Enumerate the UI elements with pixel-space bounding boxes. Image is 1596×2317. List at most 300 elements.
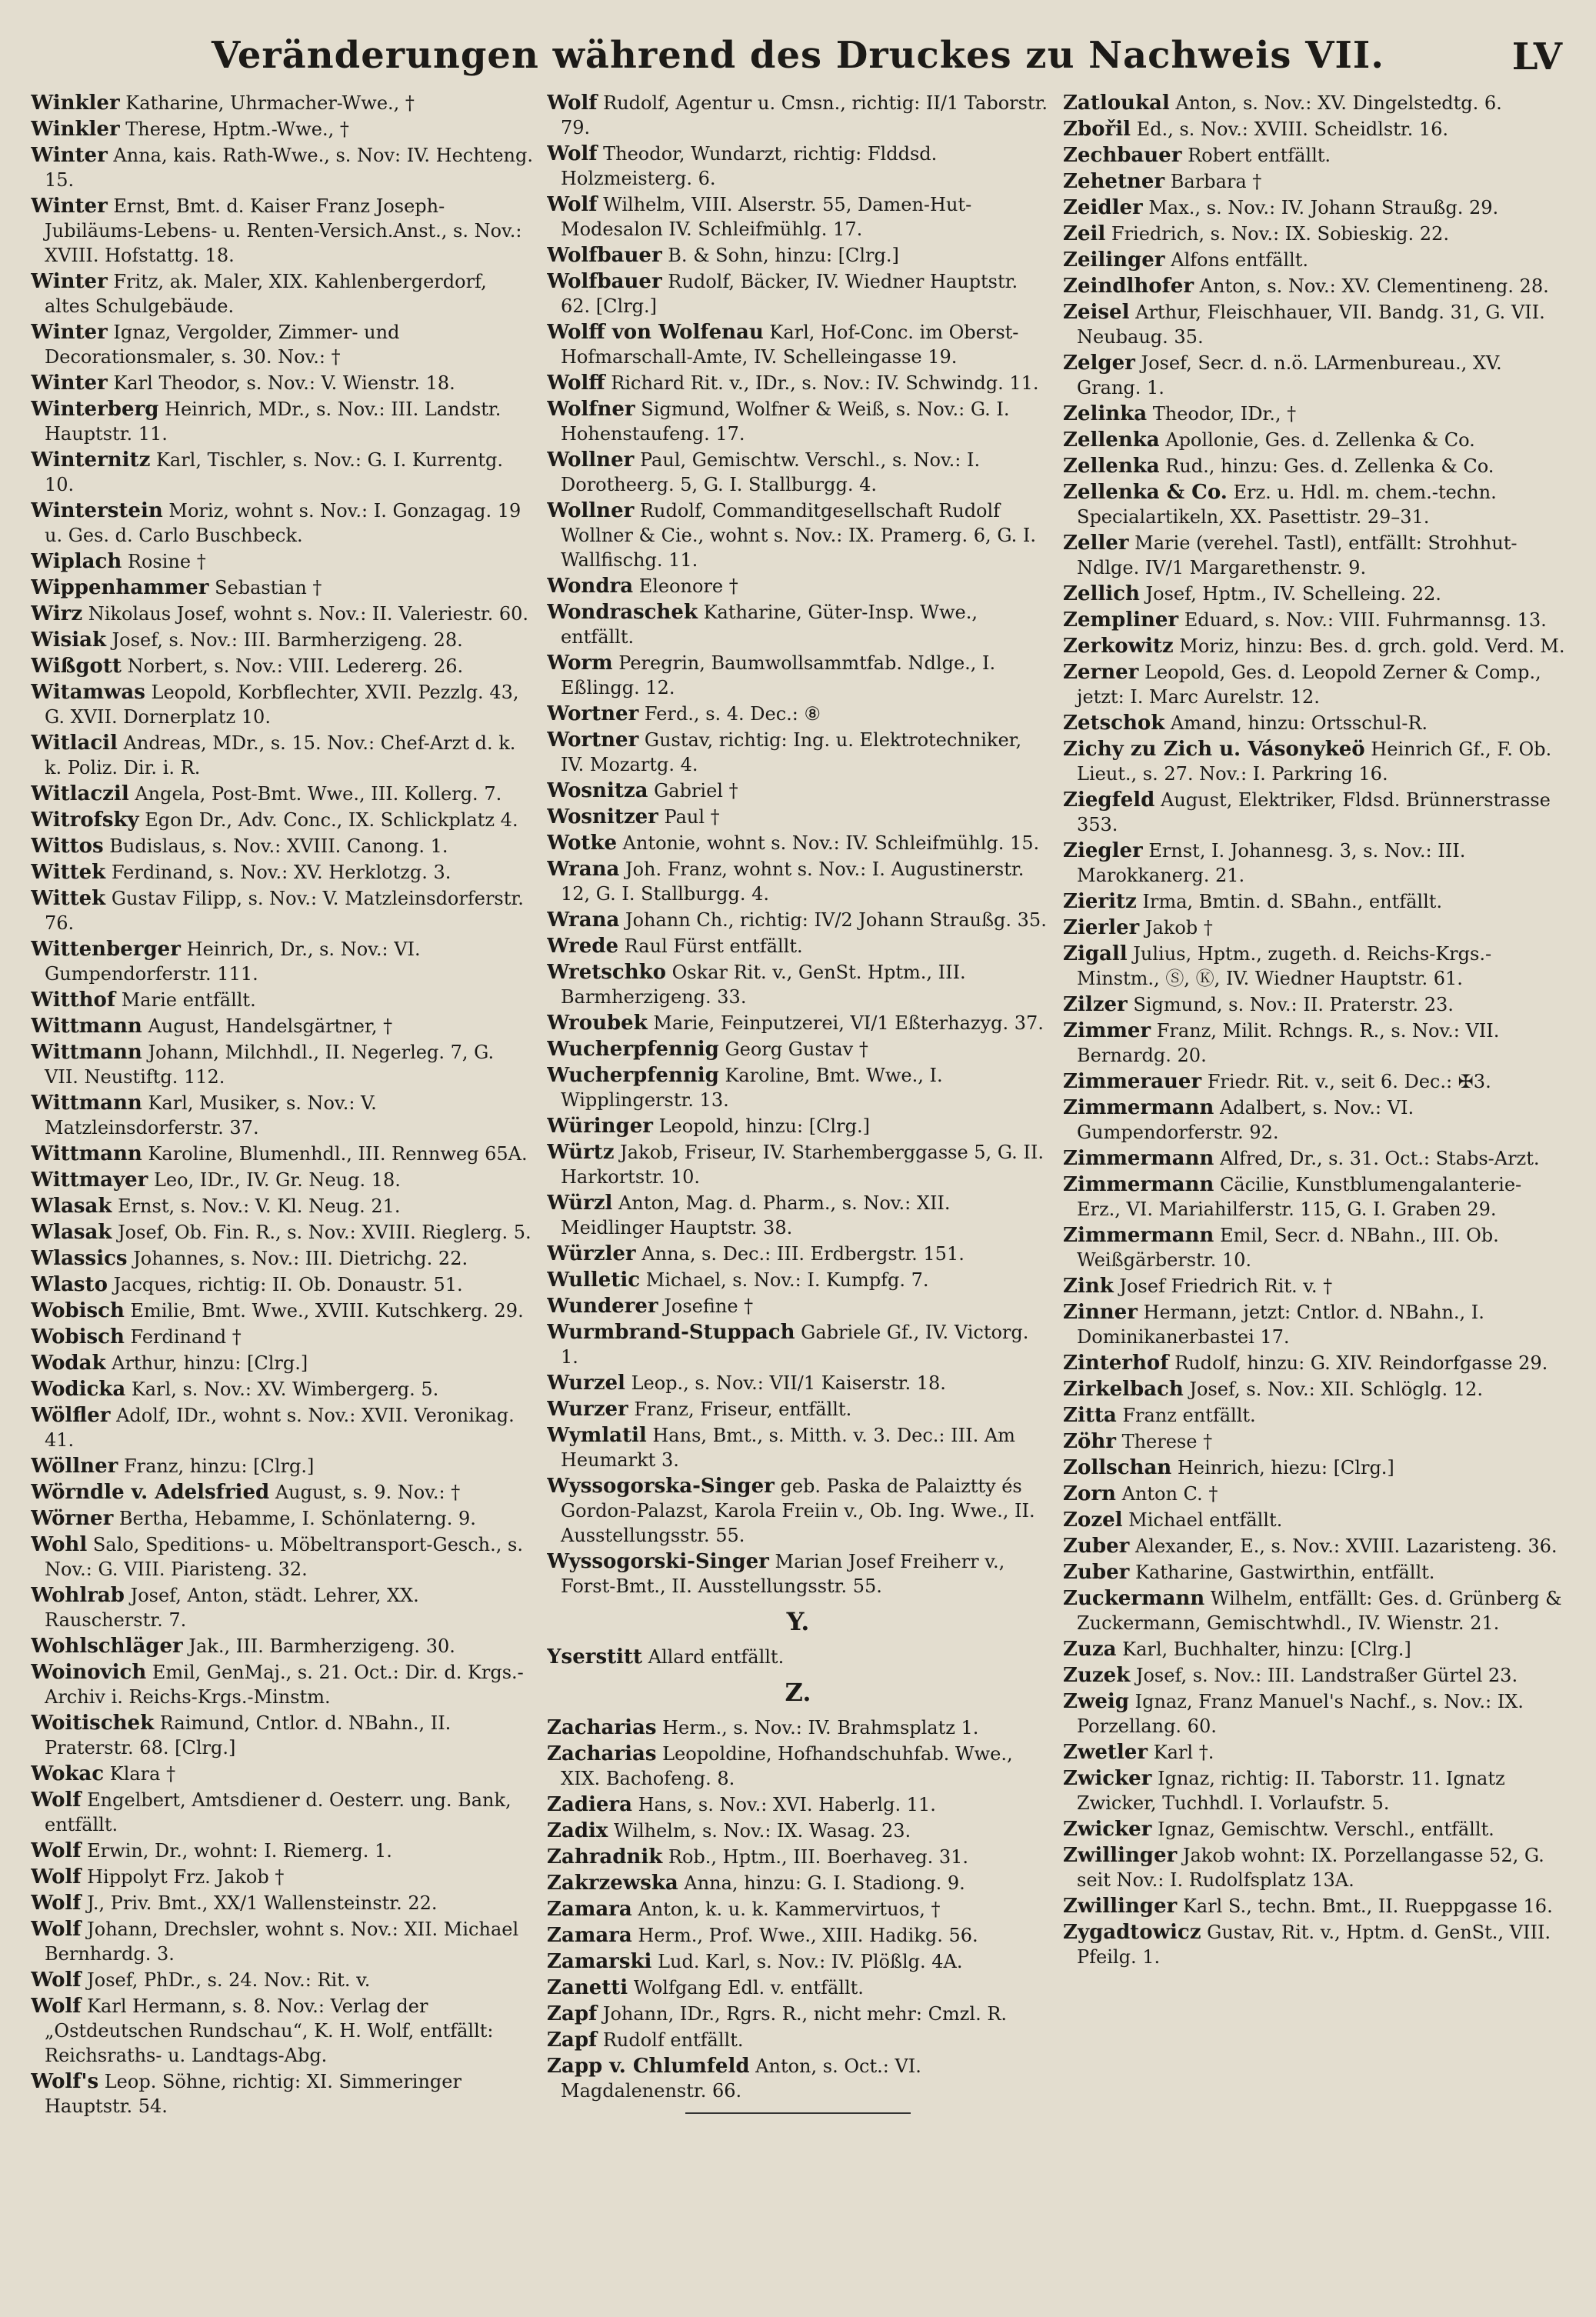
- directory-entry: [31, 371, 533, 395]
- directory-entry: [31, 602, 533, 626]
- entry-details: Theodor, Wundarzt, richtig: Flddsd. Holzmeisterg. 6.: [561, 143, 938, 189]
- page-title: Veränderungen während des Druckes zu Nachweis VII.: [212, 34, 1384, 77]
- directory-entry: [547, 1549, 1049, 1599]
- directory-entry: [1063, 1172, 1565, 1222]
- entry-details: Heinrich, Dr., s. Nov.: VI. Gumpendorferstr. 111.: [45, 938, 421, 985]
- entry-name: Wittek: [31, 861, 106, 884]
- entry-name: Zygadtowicz: [1063, 1921, 1201, 1944]
- directory-entry: [31, 194, 533, 268]
- directory-entry: [31, 1660, 533, 1709]
- directory-entry: [31, 575, 533, 600]
- entry-name: Winter: [31, 195, 108, 218]
- directory-entry: [1063, 1534, 1565, 1559]
- entry-name: Wondra: [547, 575, 634, 598]
- entry-details: Friedrich, s. Nov.: IX. Sobieskig. 22.: [1111, 223, 1449, 245]
- entry-details: Rosine †: [127, 551, 206, 572]
- entry-name: Winterstein: [31, 499, 163, 522]
- entry-name: Wurmbrand-Stuppach: [547, 1321, 795, 1344]
- directory-entry: [547, 651, 1049, 700]
- entry-name: Zehetner: [1063, 170, 1165, 193]
- entry-details: Karl, Musiker, s. Nov.: V. Matzleinsdorferstr. 37.: [45, 1092, 377, 1138]
- entry-name: Zweig: [1063, 1690, 1129, 1713]
- directory-entry: [1063, 1560, 1565, 1585]
- entry-details: Hans, Bmt., s. Mitth. v. 3. Dec.: III. Am Heumarkt 3.: [561, 1425, 1015, 1471]
- entry-details: Adolf, IDr., wohnt s. Nov.: XVII. Veronikag. 41.: [45, 1405, 515, 1451]
- directory-entry: [1063, 1843, 1565, 1892]
- entry-details: Ignaz, richtig: II. Taborstr. 11. Ignatz Zwicker, Tuchhdl. I. Vorlaufstr. 5.: [1077, 1768, 1505, 1814]
- entry-details: Hermann, jetzt: Cntlor. d. NBahn., I. Dominikanerbastei 17.: [1077, 1302, 1484, 1348]
- entry-details: Leopold, Ges. d. Leopold Zerner & Comp., jetzt: I. Marc Aurelstr. 12.: [1077, 662, 1541, 708]
- entry-name: Zuzek: [1063, 1664, 1131, 1687]
- entry-details: Katharine, Gastwirthin, entfällt.: [1135, 1562, 1435, 1583]
- entry-name: Würtz: [547, 1141, 615, 1164]
- directory-entry: [1063, 608, 1565, 632]
- entry-name: Zuber: [1063, 1561, 1130, 1584]
- directory-entry: [547, 1294, 1049, 1319]
- entry-name: Wokac: [31, 1762, 105, 1785]
- directory-entry: [31, 1272, 533, 1297]
- entry-details: Johann, IDr., Rgrs. R., nicht mehr: Cmzl. R.: [602, 2003, 1008, 2025]
- directory-entry: [547, 600, 1049, 649]
- directory-entry: [31, 988, 533, 1012]
- entry-name: Zerkowitz: [1063, 635, 1174, 658]
- entry-name: Zuber: [1063, 1535, 1130, 1558]
- entry-name: Zimmermann: [1063, 1224, 1214, 1247]
- entry-details: Heinrich, MDr., s. Nov.: III. Landstr. Hauptstr. 11.: [45, 398, 501, 445]
- directory-entry: [547, 1949, 1049, 1974]
- entry-details: Therese †: [1121, 1431, 1213, 1452]
- entry-details: Paul †: [664, 806, 720, 828]
- entry-name: Zitta: [1063, 1404, 1117, 1427]
- entry-name: Zapp v. Chlumfeld: [547, 2055, 750, 2078]
- entry-name: Zadix: [547, 1819, 608, 1842]
- entry-details: Erz. u. Hdl. m. chem.-techn. Specialartikeln, XX. Pasettistr. 29–31.: [1077, 482, 1497, 528]
- entry-name: Wollner: [547, 499, 635, 522]
- directory-entry: [547, 1474, 1049, 1548]
- directory-entry: [1063, 1300, 1565, 1349]
- entry-details: Ernst, Bmt. d. Kaiser Franz Joseph-Jubiläums-Lebens- u. Renten-Versich.Anst., s. Nov.: XVIII. Hofstattg. 18.: [45, 195, 522, 266]
- entry-details: Ferd., s. 4. Dec.: ⑧: [644, 703, 821, 725]
- entry-details: Ferdinand †: [130, 1326, 242, 1348]
- directory-entry: [31, 1299, 533, 1323]
- directory-entry: [1063, 169, 1565, 194]
- directory-entry: [31, 1377, 533, 1402]
- directory-entry: [1063, 838, 1565, 888]
- entry-name: Wyssogorski-Singer: [547, 1550, 769, 1573]
- entry-details: Antonie, wohnt s. Nov.: IV. Schleifmühlg. 15.: [622, 832, 1040, 854]
- entry-name: Zwillinger: [1063, 1895, 1178, 1918]
- entry-name: Zuza: [1063, 1638, 1117, 1661]
- entry-name: Zeil: [1063, 222, 1106, 245]
- directory-entry: [1063, 1018, 1565, 1068]
- entry-details: Jakob wohnt: IX. Porzellangasse 52, G. seit Nov.: I. Rudolfsplatz 13A.: [1077, 1845, 1544, 1891]
- entry-name: Winter: [31, 270, 108, 293]
- entry-details: Josef, Secr. d. n.ö. LArmenbureau., XV. Grang. 1.: [1077, 352, 1502, 398]
- directory-entry: [547, 371, 1049, 395]
- entry-details: Herm., s. Nov.: IV. Brahmsplatz 1.: [662, 1717, 979, 1739]
- entry-name: Zinner: [1063, 1301, 1138, 1324]
- directory-entry: [547, 2054, 1049, 2103]
- entry-details: Anna, kais. Rath-Wwe., s. Nov: IV. Hechteng. 15.: [45, 145, 533, 191]
- entry-name: Winter: [31, 321, 108, 344]
- entry-name: Wölfler: [31, 1404, 111, 1427]
- directory-entry: [547, 1792, 1049, 1817]
- entry-name: Wolf: [31, 1839, 82, 1862]
- entry-name: Zeindlhofer: [1063, 275, 1195, 298]
- directory-entry: [31, 937, 533, 986]
- entry-details: Anna, s. Dec.: III. Erdbergstr. 151.: [641, 1243, 965, 1265]
- directory-entry: [31, 1220, 533, 1245]
- entry-name: Zellenka & Co.: [1063, 481, 1228, 504]
- entry-name: Woinovich: [31, 1661, 147, 1684]
- entry-details: Amand, hinzu: Ortsschul-R.: [1170, 712, 1428, 734]
- directory-entry: [1063, 889, 1565, 914]
- directory-entry: [547, 908, 1049, 932]
- entry-details: Hans, s. Nov.: XVI. Haberlg. 11.: [638, 1794, 936, 1815]
- directory-entry: [31, 654, 533, 678]
- entry-name: Yserstitt: [547, 1645, 642, 1669]
- directory-entry: [1063, 1429, 1565, 1454]
- directory-entry: [1063, 1766, 1565, 1815]
- directory-entry: [1063, 1403, 1565, 1428]
- entry-name: Zbořil: [1063, 118, 1131, 141]
- entry-details: Franz entfällt.: [1122, 1405, 1256, 1426]
- entry-details: Raul Fürst entfällt.: [624, 935, 803, 957]
- directory-entry: [547, 1897, 1049, 1922]
- entry-details: Ignaz, Vergolder, Zimmer- und Decorationsmaler, s. 30. Nov.: †: [45, 322, 400, 368]
- entry-name: Zieritz: [1063, 890, 1137, 913]
- entry-details: Rudolf, Bäcker, IV. Wiedner Hauptstr. 62. [Clrg.]: [561, 271, 1018, 317]
- entry-details: August, Elektriker, Fldsd. Brünnerstrasse 353.: [1077, 789, 1551, 835]
- entry-details: Rudolf, Commanditgesellschaft Rudolf Wollner & Cie., wohnt s. Nov.: IX. Pramerg. 6, G. I. Wallfischg. 11.: [561, 500, 1036, 571]
- directory-entry: [547, 1371, 1049, 1395]
- directory-entry: [31, 860, 533, 885]
- entry-details: Julius, Hptm., zugeth. d. Reichs-Krgs.-Minstm., Ⓢ, Ⓚ, IV. Wiedner Hauptstr. 61.: [1077, 943, 1492, 989]
- directory-entry: [31, 1891, 533, 1915]
- entry-details: Ignaz, Franz Manuel's Nachf., s. Nov.: IX. Porzellang. 60.: [1077, 1691, 1524, 1737]
- entry-details: Johann, Milchhdl., II. Negerleg. 7, G. VII. Neustiftg. 112.: [45, 1042, 495, 1088]
- entry-details: Leop., s. Nov.: VII/1 Kaiserstr. 18.: [631, 1372, 946, 1394]
- directory-entry: [31, 1532, 533, 1582]
- entry-details: Sigmund, Wolfner & Weiß, s. Nov.: G. I. Hohenstaufeng. 17.: [561, 398, 1010, 445]
- directory-entry: [1063, 1817, 1565, 1842]
- entry-details: Franz, Friseur, entfällt.: [634, 1399, 852, 1420]
- directory-entry: [547, 142, 1049, 191]
- entry-details: Herm., Prof. Wwe., XIII. Hadikg. 56.: [638, 1925, 978, 1946]
- entry-details: Adalbert, s. Nov.: VI. Gumpendorferstr. 92.: [1077, 1097, 1414, 1143]
- directory-entry: [1063, 1069, 1565, 1094]
- entry-details: Leopold, hinzu: [Clrg.]: [658, 1115, 870, 1137]
- entry-details: Oskar Rit. v., GenSt. Hptm., III. Barmherzigeng. 33.: [561, 962, 966, 1008]
- entry-details: Erwin, Dr., wohnt: I. Riemerg. 1.: [87, 1840, 392, 1862]
- entry-name: Ziegfeld: [1063, 788, 1155, 812]
- directory-entry: [1063, 300, 1565, 349]
- entry-name: Zimmerauer: [1063, 1070, 1202, 1093]
- directory-entry: [547, 1242, 1049, 1266]
- entry-details: Leop. Söhne, richtig: XI. Simmeringer Hauptstr. 54.: [45, 2071, 461, 2117]
- entry-name: Wotke: [547, 832, 617, 855]
- entry-name: Wolf: [31, 1969, 82, 1992]
- entry-name: Wobisch: [31, 1299, 125, 1322]
- directory-entry: [1063, 1663, 1565, 1688]
- entry-name: Wurzer: [547, 1398, 628, 1421]
- entry-name: Wittos: [31, 835, 104, 858]
- entry-name: Wohl: [31, 1533, 88, 1556]
- entry-name: Wolf: [31, 1789, 82, 1812]
- entry-details: Raimund, Cntlor. d. NBahn., II. Praterstr. 68. [Clrg.]: [45, 1712, 451, 1759]
- entry-name: Zollschan: [1063, 1456, 1172, 1479]
- directory-entry: [1063, 274, 1565, 298]
- entry-details: Anton, s. Nov.: XV. Clementineng. 28.: [1199, 275, 1549, 297]
- entry-name: Zahradnik: [547, 1845, 663, 1869]
- entry-details: Lud. Karl, s. Nov.: IV. Plößlg. 4A.: [658, 1951, 963, 1972]
- entry-details: Karoline, Bmt. Wwe., I. Wipplingerstr. 13.: [561, 1065, 943, 1111]
- directory-entry: [31, 2069, 533, 2119]
- entry-details: Gabriel †: [654, 780, 738, 802]
- directory-entry: [1063, 1274, 1565, 1299]
- entry-name: Wretschko: [547, 961, 667, 984]
- entry-name: Zellenka: [1063, 428, 1160, 452]
- directory-entry: [547, 192, 1049, 242]
- entry-details: Emilie, Bmt. Wwe., XVIII. Kutschkerg. 29.: [130, 1300, 524, 1322]
- column-2: [547, 91, 1049, 2294]
- directory-entry: [1063, 737, 1565, 786]
- directory-entry: [547, 1975, 1049, 2000]
- entry-details: Anton, k. u. k. Kammervirtuos, †: [638, 1899, 941, 1920]
- entry-details: Fritz, ak. Maler, XIX. Kahlenbergerdorf, altes Schulgebäude.: [45, 271, 487, 317]
- entry-name: Zimmermann: [1063, 1096, 1214, 1119]
- entry-name: Zinterhof: [1063, 1352, 1169, 1375]
- entry-details: Joh. Franz, wohnt s. Nov.: I. Augustinerstr. 12, G. I. Stallburgg. 4.: [561, 858, 1025, 905]
- directory-entry: [1063, 91, 1565, 115]
- entry-name: Zellich: [1063, 582, 1140, 605]
- entry-details: Karl, Buchhalter, hinzu: [Clrg.]: [1122, 1639, 1411, 1660]
- directory-entry: [1063, 117, 1565, 142]
- page-number: LV: [1511, 35, 1562, 78]
- entry-name: Wobisch: [31, 1325, 125, 1349]
- directory-entry: [31, 680, 533, 729]
- entry-details: Emil, Secr. d. NBahn., III. Ob. Weißgärberstr. 10.: [1077, 1225, 1499, 1271]
- directory-entry: [547, 320, 1049, 369]
- directory-entry: [31, 834, 533, 858]
- directory-entry: [547, 1320, 1049, 1369]
- entry-name: Wittmayer: [31, 1169, 148, 1192]
- entry-name: Zierler: [1063, 916, 1140, 939]
- directory-entry: [1063, 195, 1565, 220]
- entry-details: Anton, Mag. d. Pharm., s. Nov.: XII. Meidlinger Hauptstr. 38.: [561, 1192, 951, 1239]
- entry-name: Wymlatil: [547, 1424, 647, 1447]
- directory-entry: [547, 1037, 1049, 1062]
- entry-name: Wodicka: [31, 1378, 126, 1401]
- entry-details: Rud., hinzu: Ges. d. Zellenka & Co.: [1165, 455, 1494, 477]
- entry-name: Wolfner: [547, 398, 635, 421]
- directory-entry: [547, 269, 1049, 318]
- entry-details: Johannes, s. Nov.: III. Dietrichg. 22.: [133, 1248, 468, 1269]
- directory-entry: [31, 808, 533, 832]
- entry-name: Zigall: [1063, 942, 1128, 965]
- directory-entry: [31, 1403, 533, 1452]
- directory-entry: [31, 1325, 533, 1349]
- entry-name: Zakrzewska: [547, 1872, 678, 1895]
- directory-entry: [547, 1871, 1049, 1895]
- entry-details: Rudolf entfällt.: [602, 2029, 744, 2051]
- directory-entry: [31, 1994, 533, 2068]
- entry-name: Zimmer: [1063, 1019, 1151, 1042]
- entry-details: Angela, Post-Bmt. Wwe., III. Kollerg. 7.: [135, 783, 502, 805]
- entry-name: Wolf: [31, 1995, 82, 2018]
- entry-name: Wolf: [547, 142, 598, 165]
- entry-details: Apollonie, Ges. d. Zellenka & Co.: [1165, 429, 1475, 451]
- entry-name: Zöhr: [1063, 1430, 1116, 1453]
- entry-name: Wlasak: [31, 1195, 112, 1218]
- entry-details: Jacques, richtig: II. Ob. Donaustr. 51.: [113, 1274, 463, 1295]
- directory-entry: [1063, 480, 1565, 529]
- entry-details: Marie (verehel. Tastl), entfällt: Strohhut-Ndlge. IV/1 Margarethenstr. 9.: [1077, 532, 1518, 578]
- directory-entry: [31, 1865, 533, 1889]
- directory-entry: [547, 1742, 1049, 1791]
- entry-details: Marie, Feinputzerei, VI/1 Eßterhazyg. 37.: [653, 1012, 1044, 1034]
- directory-entry: [1063, 248, 1565, 272]
- entry-name: Wondraschek: [547, 601, 698, 624]
- entry-details: Ernst, I. Johannesg. 3, s. Nov.: III. Marokkanerg. 21.: [1077, 840, 1466, 886]
- directory-entry: [1063, 660, 1565, 709]
- directory-entry: [547, 831, 1049, 855]
- entry-details: Klara †: [109, 1763, 176, 1785]
- entry-name: Zwicker: [1063, 1818, 1152, 1841]
- directory-entry: [547, 778, 1049, 803]
- directory-entry: [1063, 454, 1565, 478]
- entry-details: Nikolaus Josef, wohnt s. Nov.: II. Valeriestr. 60.: [88, 603, 529, 625]
- entry-name: Wirz: [31, 602, 83, 625]
- directory-entry: [31, 320, 533, 369]
- entry-name: Wodak: [31, 1352, 106, 1375]
- entry-name: Wosnitzer: [547, 805, 658, 828]
- directory-entry: [547, 91, 1049, 140]
- entry-details: Anton C. †: [1121, 1483, 1218, 1505]
- entry-name: Winter: [31, 372, 108, 395]
- entry-name: Wucherpfennig: [547, 1064, 719, 1087]
- entry-details: Karl †.: [1153, 1742, 1214, 1763]
- entry-details: Salo, Speditions- u. Möbeltransport-Gesch., s. Nov.: G. VIII. Piaristeng. 32.: [45, 1534, 523, 1580]
- entries-columns: [31, 91, 1565, 2294]
- entry-details: Anna, hinzu: G. I. Stadiong. 9.: [684, 1872, 965, 1894]
- entry-details: Irma, Bmtin. d. SBahn., entfällt.: [1142, 891, 1443, 912]
- entry-details: Moriz, hinzu: Bes. d. grch. gold. Verd. M.: [1179, 635, 1565, 657]
- entry-details: Josef, Ob. Fin. R., s. Nov.: XVIII. Rieglerg. 5.: [118, 1222, 531, 1243]
- directory-entry: [547, 1423, 1049, 1472]
- entry-name: Wohlrab: [31, 1584, 125, 1607]
- entry-name: Zorn: [1063, 1482, 1116, 1505]
- entry-name: Zacharias: [547, 1742, 657, 1765]
- entry-name: Wolff: [547, 372, 605, 395]
- entry-details: Eleonore †: [638, 575, 738, 597]
- entry-name: Wroubek: [547, 1012, 648, 1035]
- directory-entry: [31, 1091, 533, 1140]
- directory-entry: [31, 1788, 533, 1837]
- entry-details: Barbara †: [1170, 171, 1262, 192]
- directory-entry: [1063, 711, 1565, 735]
- entry-details: Karl, s. Nov.: XV. Wimbergerg. 5.: [131, 1379, 439, 1400]
- entry-details: Gustav Filipp, s. Nov.: V. Matzleinsdorferstr. 76.: [45, 888, 524, 934]
- directory-entry: [547, 498, 1049, 572]
- entry-name: Zirkelbach: [1063, 1378, 1184, 1401]
- entry-details: Alfred, Dr., s. 31. Oct.: Stabs-Arzt.: [1219, 1148, 1540, 1169]
- directory-entry: [31, 628, 533, 652]
- entry-name: Zeilinger: [1063, 248, 1165, 272]
- entry-name: Wortner: [547, 702, 639, 725]
- entry-name: Wittmann: [31, 1041, 142, 1064]
- entry-name: Wlassics: [31, 1247, 128, 1270]
- entry-name: Zadiera: [547, 1793, 632, 1816]
- directory-entry: [31, 1246, 533, 1271]
- entry-details: Jak., III. Barmherzigeng. 30.: [188, 1635, 455, 1657]
- directory-entry: [1063, 1637, 1565, 1662]
- entry-details: Bertha, Hebamme, I. Schönlaterng. 9.: [118, 1508, 476, 1529]
- directory-entry: [547, 1191, 1049, 1240]
- entry-name: Wolf: [547, 193, 598, 216]
- entry-details: Richard Rit. v., IDr., s. Nov.: IV. Schwindg. 11.: [611, 372, 1039, 394]
- directory-entry: [31, 1839, 533, 1863]
- directory-entry: [547, 702, 1049, 726]
- directory-entry: [1063, 1095, 1565, 1145]
- directory-entry: [31, 1194, 533, 1219]
- entry-name: Zapf: [547, 2002, 598, 2025]
- entry-details: Emil, GenMaj., s. 21. Oct.: Dir. d. Krgs.-Archiv i. Reichs-Krgs.-Minstm.: [45, 1662, 524, 1708]
- directory-entry: [1063, 1351, 1565, 1375]
- entry-name: Wurzel: [547, 1372, 625, 1395]
- entry-details: B. & Sohn, hinzu: [Clrg.]: [668, 245, 899, 266]
- entry-details: Wilhelm, s. Nov.: IX. Wasag. 23.: [614, 1820, 911, 1842]
- entry-name: Zatloukal: [1063, 92, 1170, 115]
- entry-name: Würinger: [547, 1115, 653, 1138]
- entry-name: Wlasak: [31, 1221, 112, 1244]
- entry-details: Alexander, E., s. Nov.: XVIII. Lazaristeng. 36.: [1135, 1535, 1558, 1557]
- entry-details: Leo, IDr., IV. Gr. Neug. 18.: [153, 1169, 401, 1191]
- directory-entry: [31, 117, 533, 142]
- entry-name: Wohlschläger: [31, 1635, 183, 1658]
- entry-details: Budislaus, s. Nov.: XVIII. Canong. 1.: [109, 835, 448, 857]
- directory-entry: [31, 1917, 533, 1966]
- directory-entry: [1063, 1740, 1565, 1765]
- entry-name: Wittmann: [31, 1142, 142, 1165]
- directory-entry: [547, 1114, 1049, 1138]
- directory-entry: [1063, 1894, 1565, 1919]
- directory-entry: [31, 269, 533, 318]
- directory-entry: [1063, 942, 1565, 991]
- entry-details: Moriz, wohnt s. Nov.: I. Gonzagag. 19 u. Ges. d. Carlo Buschbeck.: [45, 500, 521, 546]
- directory-entry: [1063, 915, 1565, 940]
- directory-entry: [547, 1268, 1049, 1292]
- entry-details: Wilhelm, entfällt: Ges. d. Grünberg & Zuckermann, Gemischtwhdl., IV. Wienstr. 21.: [1077, 1588, 1562, 1634]
- entry-name: Wöllner: [31, 1455, 118, 1478]
- entry-details: Arthur, hinzu: [Clrg.]: [112, 1352, 308, 1374]
- entry-details: Ignaz, Gemischtw. Verschl., entfällt.: [1157, 1819, 1494, 1840]
- entry-name: Wortner: [547, 728, 639, 752]
- entry-details: Marie entfällt.: [121, 989, 256, 1011]
- directory-entry: [547, 728, 1049, 777]
- entry-details: Therese, Hptm.-Wwe., †: [125, 118, 349, 140]
- directory-entry: [31, 91, 533, 115]
- entry-details: Leopoldine, Hofhandschuhfab. Wwe., XIX. Bachofeng. 8.: [561, 1743, 1013, 1789]
- entry-details: Sebastian †: [215, 577, 322, 598]
- entry-details: Ed., s. Nov.: XVIII. Scheidlstr. 16.: [1136, 118, 1449, 140]
- entry-name: Zerner: [1063, 661, 1139, 684]
- directory-entry: [31, 1968, 533, 1992]
- entry-details: Gustav, richtig: Ing. u. Elektrotechniker, IV. Mozartg. 4.: [561, 729, 1022, 775]
- directory-entry: [31, 1480, 533, 1505]
- entry-details: Robert entfällt.: [1188, 145, 1331, 166]
- entry-name: Wolfbauer: [547, 244, 662, 267]
